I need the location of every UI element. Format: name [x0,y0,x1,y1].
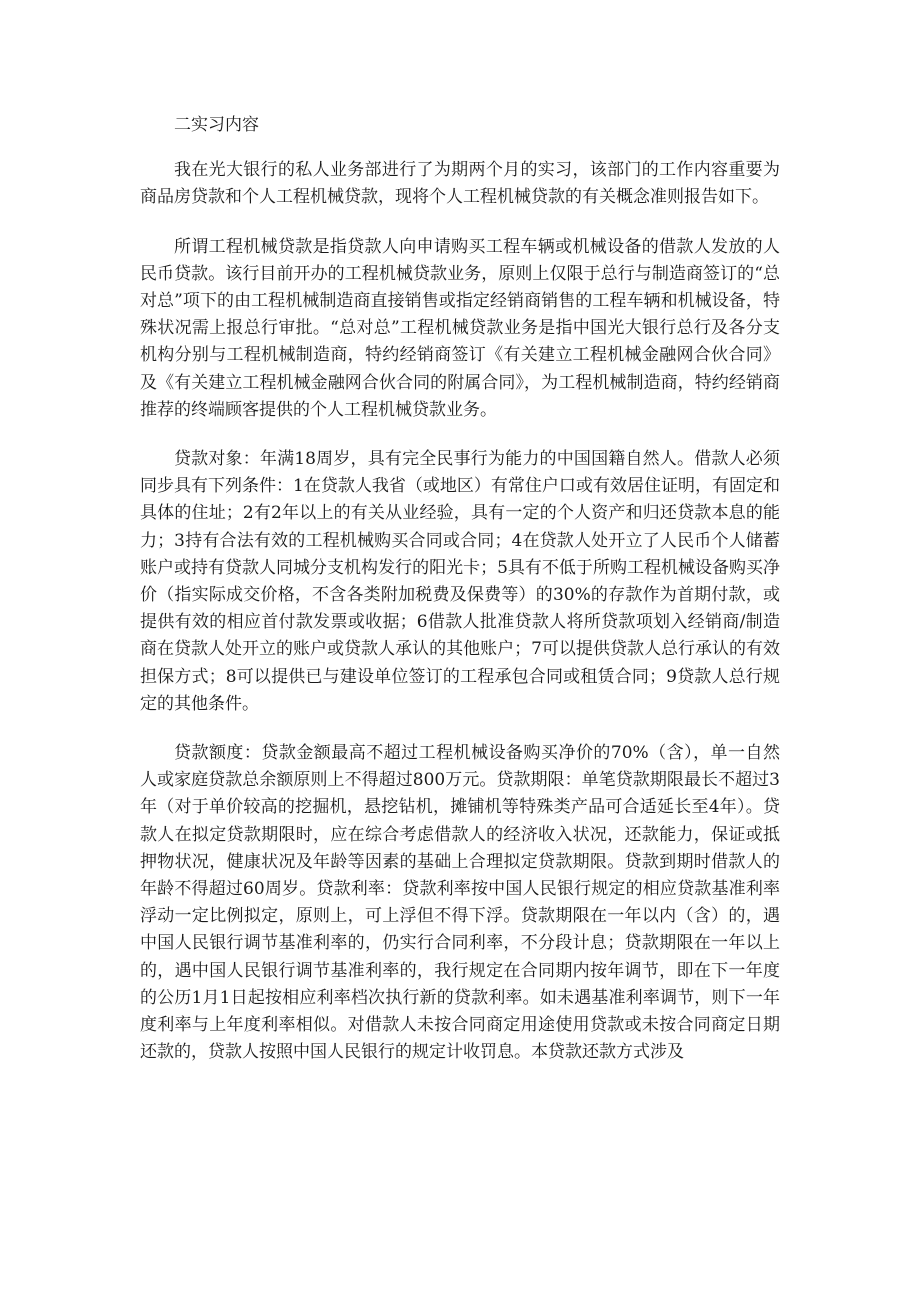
section-heading: 二实习内容 [174,115,259,135]
paragraph-definition: 所谓工程机械贷款是指贷款人向申请购买工程车辆或机械设备的借款人发放的人民币贷款。该行目前开办的工程机械贷款业务，原则上仅限于总行与制造商签订的“总对总”项下的由工程机械制造商直接销售或指定经销商销售的工程车辆和机械设备，特殊状况需上报总行审批。“总对总”工程机械贷款业务是指中国光大银行总行及各分支机构分别与工程机械制造商，特约经销商签订《有关建立工程机械金融网合伙合同》及《有关建立工程机械金融网合伙合同的附属合同》，为工程机械制造商，特约经销商推荐的终端顾客提供的个人工程机械贷款业务。 [140,236,780,420]
paragraph-loan-target: 贷款对象：年满18周岁，具有完全民事行为能力的中国国籍自然人。借款人必须同步具有下列条件：1在贷款人我省（或地区）有常住户口或有效居住证明，有固定和具体的住址；2有2年以上的有关从业经验，具有一定的个人资产和归还贷款本息的能力；3持有合法有效的工程机械购买合同或合同；4在贷款人处开立了人民币个人储蓄账户或持有贷款人同城分支机构发行的阳光卡；5具有不低于所购工程机械设备购买净价（指实际成交价格，不含各类附加税费及保费等）的30%的存款作为首期付款，或提供有效的相应首付款发票或收据；6借款人批准贷款人将所贷款项划入经销商/制造商在贷款人处开立的账户或贷款人承认的其他账户；7可以提供贷款人总行承认的有效担保方式；8可以提供已与建设单位签订的工程承包合同或租赁合同；9贷款人总行规定的其他条件。 [140,449,780,714]
paragraph-intro: 我在光大银行的私人业务部进行了为期两个月的实习，该部门的工作内容重要为商品房贷款和个人工程机械贷款，现将个人工程机械贷款的有关概念准则报告如下。 [140,160,780,208]
paragraph-loan-amount: 贷款额度：贷款金额最高不超过工程机械设备购买净价的70%（含），单一自然人或家庭贷款总余额原则上不得超过800万元。贷款期限：单笔贷款期限最长不超过3年（对于单价较高的挖掘机，悬挖钻机，摊铺机等特殊类产品可合适延长至4年）。贷款人在拟定贷款期限时，应在综合考虑借款人的经济收入状况，还款能力，保证或抵押物状况，健康状况及年龄等因素的基础上合理拟定贷款期限。贷款到期时借款人的年龄不得超过60周岁。贷款利率：贷款利率按中国人民银行规定的相应贷款基准利率浮动一定比例拟定，原则上，可上浮但不得下浮。贷款期限在一年以内（含）的，遇中国人民银行调节基准利率的，仍实行合同利率，不分段计息；贷款期限在一年以上的，遇中国人民银行调节基准利率的，我行规定在合同期内按年调节，即在下一年度的公历1月1日起按相应利率档次执行新的贷款利率。如未遇基准利率调节，则下一年度利率与上年度利率相似。对借款人未按合同商定用途使用贷款或未按合同商定日期还款的，贷款人按照中国人民银行的规定计收罚息。本贷款还款方式涉及 [140,743,780,1063]
document-body [140,112,780,1089]
